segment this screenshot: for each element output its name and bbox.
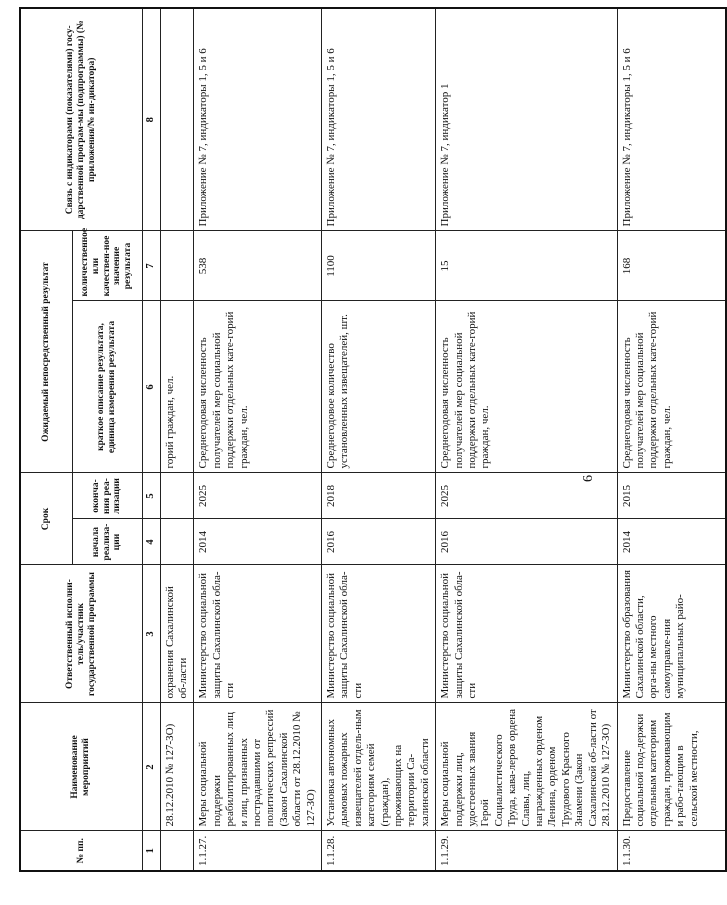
row-responsible: Министерство социальной защиты Сахалинской обла-сти xyxy=(321,565,435,703)
row-value xyxy=(160,231,194,301)
row-desc: Среднегодовое количество установленных извещателей, шт. xyxy=(321,301,435,473)
row-link xyxy=(160,8,194,231)
row-start: 2014 xyxy=(617,519,726,565)
row-end xyxy=(160,473,194,519)
row-desc: Среднегодовая численность получателей мер социальной поддержки отдельных кате-горий граждан, чел. xyxy=(194,301,322,473)
header-link: Связь с индикаторами (показателями) госу-дарственной програм-мы (подпрограммы) (№ приложения/№ ин-дикатора) xyxy=(20,8,142,231)
header-row-top xyxy=(20,8,72,871)
row-responsible: Министерство образования Сахалинской области, орга-ны местного самоуправле-ния муниципальных райо- xyxy=(617,565,726,703)
header-term: Срок xyxy=(20,473,72,565)
column-number: 4 xyxy=(142,519,160,565)
table-row xyxy=(321,8,435,871)
column-number: 1 xyxy=(142,831,160,871)
header-result-value: количественное или качествен-ное значение результата xyxy=(72,231,142,301)
page-number: 6 xyxy=(581,475,596,482)
header-term-end: оконча-ния реа-лизации xyxy=(72,473,142,519)
row-link: Приложение № 7, индикаторы 1, 5 и 6 xyxy=(194,8,322,231)
column-number: 7 xyxy=(142,231,160,301)
row-end: 2025 xyxy=(194,473,322,519)
row-responsible: Министерство социальной защиты Сахалинской обла-сти xyxy=(194,565,322,703)
row-num: 1.1.29. xyxy=(436,831,617,871)
row-name: Меры социальной поддержки лиц, удостоенных звания Герой Социалистического Труда, кава-леров ордена Славы, лиц, награжденных орденом Ленина, орденом Трудового Красного Знамени (Закон Сахалинской об-ласти от 28.12.2010 № 127-ЗО) xyxy=(436,703,617,831)
row-link: Приложение № 7, индикаторы 1, 5 и 6 xyxy=(617,8,726,231)
row-num: 1.1.28. xyxy=(321,831,435,871)
column-number: 5 xyxy=(142,473,160,519)
table-row xyxy=(160,8,194,871)
row-name: Меры социальной поддержки реабилитированных лиц и лиц, признанных пострадавшими от политических репрессий (Закон Сахалинской области от 28.12.2010 № 127-ЗО) xyxy=(194,703,322,831)
row-name: Предоставление социальной под-держки отдельным категориям граждан, проживающим и рабо-тающим в сельской местности, xyxy=(617,703,726,831)
row-value: 538 xyxy=(194,231,322,301)
header-result-desc: краткое описание результата, единица измерения результата xyxy=(72,301,142,473)
row-value: 15 xyxy=(436,231,617,301)
header-result: Ожидаемый непосредственный результат xyxy=(20,231,72,473)
header-name: Наименование мероприятий xyxy=(20,703,142,831)
row-num: 1.1.30. xyxy=(617,831,726,871)
row-start: 2016 xyxy=(321,519,435,565)
table-row xyxy=(436,8,617,871)
table-row xyxy=(194,8,322,871)
row-end: 2025 xyxy=(436,473,617,519)
column-number: 8 xyxy=(142,8,160,231)
column-number: 6 xyxy=(142,301,160,473)
row-value: 1100 xyxy=(321,231,435,301)
row-start xyxy=(160,519,194,565)
column-number: 3 xyxy=(142,565,160,703)
row-start: 2014 xyxy=(194,519,322,565)
row-name: Установка автономных дымовых пожарных извещателей отдель-ным категориям семей (граждан), проживающих на территории Са-халинской области xyxy=(321,703,435,831)
row-link: Приложение № 7, индикаторы 1, 5 и 6 xyxy=(321,8,435,231)
row-num: 1.1.27. xyxy=(194,831,322,871)
row-desc: горий граждан, чел. xyxy=(160,301,194,473)
row-link: Приложение № 7, индикатор 1 xyxy=(436,8,617,231)
program-measures-table xyxy=(19,7,727,872)
row-name: 28.12.2010 № 127-ЗО) xyxy=(160,703,194,831)
column-number: 2 xyxy=(142,703,160,831)
row-end: 2015 xyxy=(617,473,726,519)
row-responsible: охранения Сахалинской об-ласти xyxy=(160,565,194,703)
table-row xyxy=(617,8,726,871)
row-desc: Среднегодовая численность получателей мер социальной поддержки отдельных кате-горий граждан, чел. xyxy=(436,301,617,473)
row-start: 2016 xyxy=(436,519,617,565)
header-term-start: начала реализа-ции xyxy=(72,519,142,565)
row-value: 168 xyxy=(617,231,726,301)
row-end: 2018 xyxy=(321,473,435,519)
row-responsible: Министерство социальной защиты Сахалинской обла-сти xyxy=(436,565,617,703)
row-desc: Среднегодовая численность получателей мер социальной поддержки отдельных кате-горий граждан, чел. xyxy=(617,301,726,473)
header-num: № пп. xyxy=(20,831,142,871)
column-numbers-row xyxy=(142,8,160,871)
row-num xyxy=(160,831,194,871)
header-responsible: Ответственный исполни-тель/участник государственной программы xyxy=(20,565,142,703)
